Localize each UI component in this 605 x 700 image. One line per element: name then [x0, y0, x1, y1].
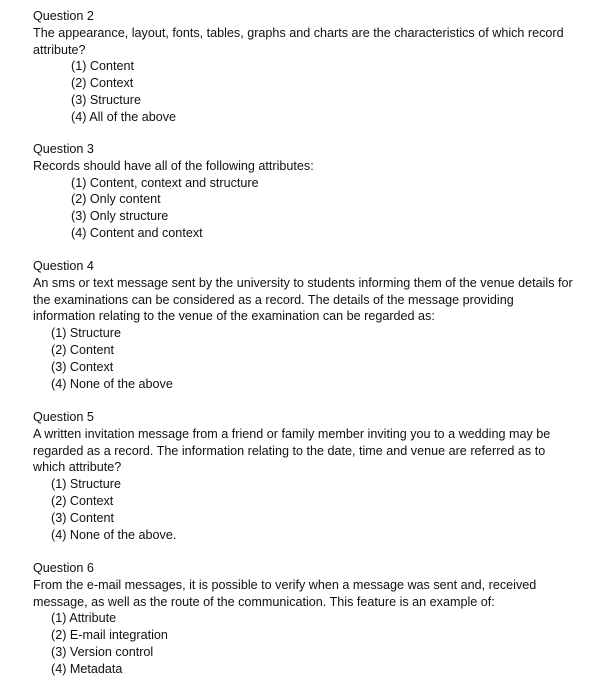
question-2	[33, 8, 578, 126]
option-list	[33, 58, 578, 125]
question-title: Question 6	[33, 561, 94, 575]
option-1: (1) Attribute	[51, 611, 117, 626]
option-1: (1) Content, context and structure	[71, 175, 259, 190]
option-4: (4) None of the above	[51, 376, 173, 391]
question-text: An sms or text message sent by the university to students informing them of the venue details for the examinations can be considered as a record. The details of the message providing information relating to the venue of the examination can be regarded as:	[33, 275, 573, 324]
question-text: Records should have all of the following attributes:	[33, 158, 314, 173]
question-4	[33, 258, 578, 392]
question-title: Question 4	[33, 259, 94, 273]
question-text: The appearance, layout, fonts, tables, graphs and charts are the characteristics of which record attribute?	[33, 25, 564, 57]
question-title: Question 3	[33, 142, 94, 156]
option-list	[33, 476, 578, 543]
option-2: (2) Context	[51, 493, 114, 508]
question-text: A written invitation message from a friend or family member inviting you to a wedding may be regarded as a record. The information relating to the date, time and venue are referred as to which attribute?	[33, 426, 551, 475]
option-2: (2) Content	[51, 342, 114, 357]
option-2: (2) Only content	[71, 192, 161, 207]
option-3: (3) Version control	[51, 644, 154, 659]
option-3: (3) Content	[51, 510, 114, 525]
option-list	[33, 325, 578, 392]
question-title: Question 5	[33, 410, 94, 424]
question-title: Question 2	[33, 9, 94, 23]
option-4: (4) All of the above	[71, 109, 177, 124]
question-6	[33, 560, 578, 678]
option-4: (4) None of the above.	[51, 527, 177, 542]
option-4: (4) Metadata	[51, 661, 123, 676]
option-1: (1) Structure	[51, 326, 121, 341]
option-list	[33, 175, 578, 242]
option-1: (1) Structure	[51, 477, 121, 492]
option-list	[33, 610, 578, 677]
option-3: (3) Structure	[71, 92, 141, 107]
option-2: (2) Context	[71, 76, 134, 91]
option-3: (3) Only structure	[71, 209, 169, 224]
option-2: (2) E-mail integration	[51, 628, 168, 643]
question-text: From the e-mail messages, it is possible to verify when a message was sent and, received message, as well as the route of the communication. This feature is an example of:	[33, 577, 537, 609]
question-3	[33, 141, 578, 242]
question-5	[33, 409, 578, 543]
option-1: (1) Content	[71, 59, 134, 74]
option-4: (4) Content and context	[71, 225, 203, 240]
option-3: (3) Context	[51, 359, 114, 374]
